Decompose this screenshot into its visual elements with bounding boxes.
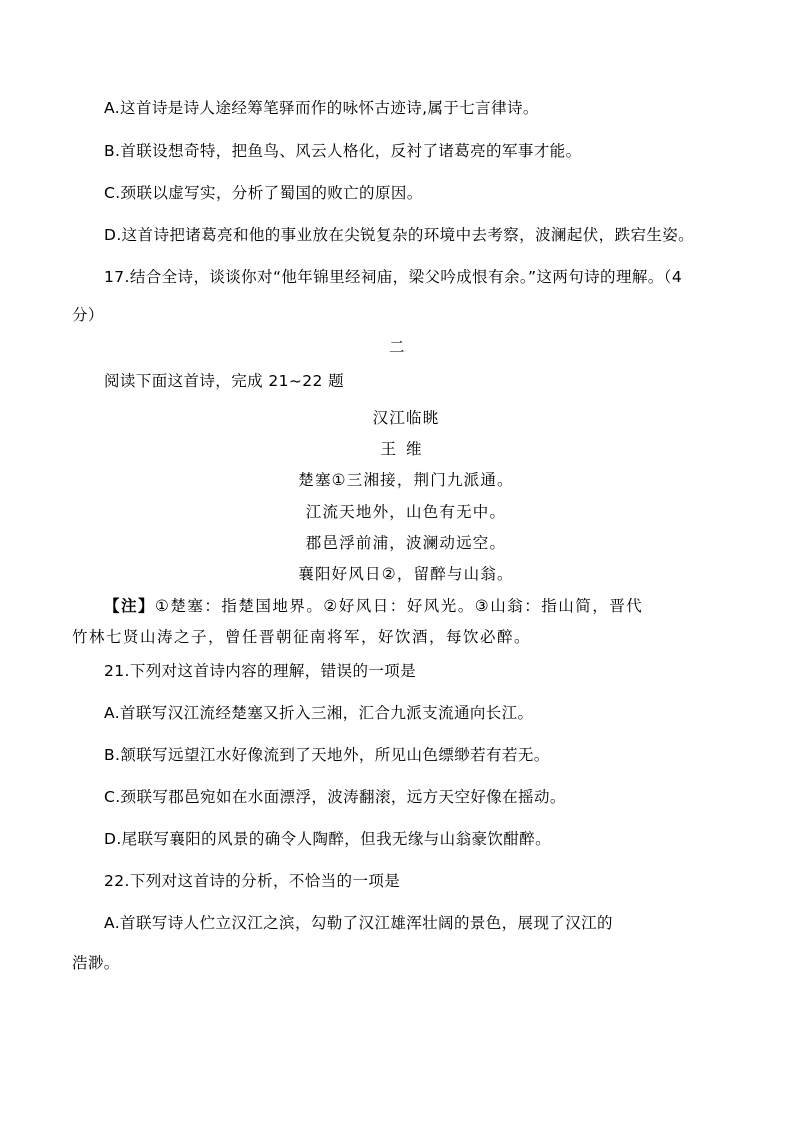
note-line-2: 竹林七贤山涛之子，曾任晋朝征南将军，好饮酒，每饮必醉。 — [72, 628, 532, 646]
note-label: 【注】 — [104, 597, 156, 615]
note-line-1 — [104, 596, 643, 616]
option-c-q21: C.颈联写郡邑宛如在水面漂浮，波涛翻滚，远方天空好像在摇动。 — [104, 788, 566, 806]
option-b-q21: B.颔联写远望江水好像流到了天地外，所见山色缥缈若有若无。 — [104, 746, 550, 764]
option-a-s1: A.这首诗是诗人途经筹笔驿而作的咏怀古迹诗,属于七言律诗。 — [104, 99, 539, 117]
poem-author: 王维 — [380, 440, 432, 458]
instruction: 阅读下面这首诗，完成 21~22 题 — [104, 372, 344, 390]
question-22: 22.下列对这首诗的分析，不恰当的一项是 — [104, 872, 401, 890]
question-17: 17.结合全诗，谈谈你对“他年锦里经祠庙，梁父吟成恨有余。”这两句诗的理解。（4 — [104, 268, 683, 286]
poem-line-3: 郡邑浮前浦，波澜动远空。 — [305, 534, 507, 552]
poem-line-4: 襄阳好风日②，留醉与山翁。 — [298, 565, 514, 583]
option-a-q22: A.首联写诗人伫立汉江之滨，勾勒了汉江雄浑壮阔的景色，展现了汉江的 — [104, 914, 613, 932]
poem-title: 汉江临眺 — [372, 409, 440, 427]
poem-line-2: 江流天地外，山色有无中。 — [305, 503, 507, 521]
question-17-continuation: 分） — [72, 306, 104, 324]
note-text-1: ①楚塞：指楚国地界。②好风日：好风光。③山翁：指山简，晋代 — [155, 597, 644, 615]
option-d-s1: D.这首诗把诸葛亮和他的事业放在尖锐复杂的环境中去考察，波澜起伏，跌宕生姿。 — [104, 226, 695, 244]
poem-line-1: 楚塞①三湘接，荆门九派通。 — [298, 471, 514, 489]
option-a-q22-continuation: 浩渺。 — [72, 954, 120, 972]
option-d-q21: D.尾联写襄阳的风景的确令人陶醉，但我无缘与山翁豪饮酣醉。 — [104, 830, 551, 848]
option-b-s1: B.首联设想奇特，把鱼鸟、风云人格化，反衬了诸葛亮的军事才能。 — [104, 142, 582, 160]
section-heading: 二 — [389, 338, 405, 356]
question-21: 21.下列对这首诗内容的理解，错误的一项是 — [104, 662, 417, 680]
option-a-q21: A.首联写汉江流经楚塞又折入三湘，汇合九派支流通向长江。 — [104, 704, 534, 722]
option-c-s1: C.颈联以虚写实，分析了蜀国的败亡的原因。 — [104, 184, 423, 202]
